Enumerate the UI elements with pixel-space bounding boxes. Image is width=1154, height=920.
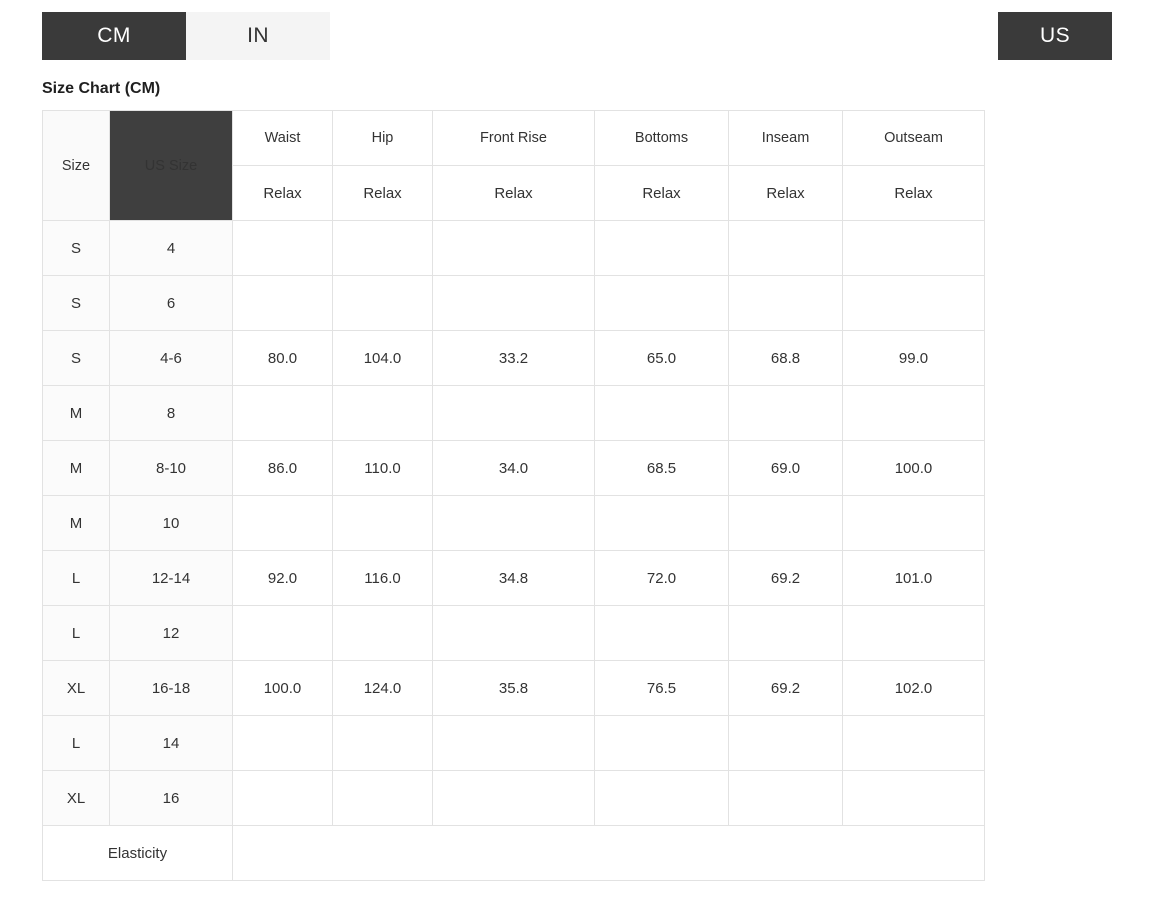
subheader-outseam-relax: Relax <box>843 166 985 221</box>
table-row <box>43 551 985 606</box>
table-body <box>43 221 985 881</box>
cell-hip: 124.0 <box>333 661 433 716</box>
cell-hip <box>333 716 433 771</box>
cell-waist: 80.0 <box>233 331 333 386</box>
header-bottoms: Bottoms <box>595 111 729 166</box>
subheader-waist-relax: Relax <box>233 166 333 221</box>
cell-waist <box>233 716 333 771</box>
cell-outseam <box>843 716 985 771</box>
table-row <box>43 771 985 826</box>
cell-bottoms: 72.0 <box>595 551 729 606</box>
cell-waist <box>233 771 333 826</box>
cell-us-size: 16 <box>110 771 233 826</box>
cell-size: M <box>43 386 110 441</box>
cell-size: XL <box>43 661 110 716</box>
cell-size: M <box>43 496 110 551</box>
cell-front-rise <box>433 771 595 826</box>
cell-hip <box>333 496 433 551</box>
cell-front-rise: 34.0 <box>433 441 595 496</box>
cell-size: S <box>43 221 110 276</box>
cell-hip <box>333 606 433 661</box>
cell-inseam: 69.2 <box>729 661 843 716</box>
header-us-size: US Size <box>110 111 233 221</box>
unit-and-region-toggle-row <box>42 12 1112 60</box>
header-inseam: Inseam <box>729 111 843 166</box>
cell-inseam <box>729 771 843 826</box>
cell-bottoms: 68.5 <box>595 441 729 496</box>
cell-hip: 104.0 <box>333 331 433 386</box>
cell-bottoms <box>595 496 729 551</box>
cell-size: M <box>43 441 110 496</box>
size-chart-table <box>42 110 985 881</box>
header-outseam: Outseam <box>843 111 985 166</box>
cell-bottoms <box>595 386 729 441</box>
cell-size: L <box>43 551 110 606</box>
cell-waist: 100.0 <box>233 661 333 716</box>
subheader-hip-relax: Relax <box>333 166 433 221</box>
cell-hip <box>333 771 433 826</box>
cell-waist: 92.0 <box>233 551 333 606</box>
cell-outseam: 100.0 <box>843 441 985 496</box>
cell-hip <box>333 276 433 331</box>
cell-bottoms <box>595 716 729 771</box>
cell-front-rise <box>433 606 595 661</box>
cell-waist <box>233 496 333 551</box>
table-row <box>43 331 985 386</box>
cell-waist: 86.0 <box>233 441 333 496</box>
cell-inseam <box>729 221 843 276</box>
cell-outseam: 99.0 <box>843 331 985 386</box>
cell-us-size: 16-18 <box>110 661 233 716</box>
cell-front-rise: 33.2 <box>433 331 595 386</box>
cell-front-rise: 34.8 <box>433 551 595 606</box>
cell-us-size: 8-10 <box>110 441 233 496</box>
cell-inseam <box>729 386 843 441</box>
cell-bottoms <box>595 221 729 276</box>
cell-front-rise <box>433 496 595 551</box>
page-title: Size Chart (CM) <box>42 80 161 97</box>
region-toggle-group <box>998 12 1112 60</box>
cell-waist <box>233 276 333 331</box>
header-size: Size <box>43 111 110 221</box>
cell-size: S <box>43 331 110 386</box>
table-header-row-main <box>43 111 985 166</box>
table-row <box>43 606 985 661</box>
cell-outseam <box>843 386 985 441</box>
region-tab-us[interactable]: US <box>998 12 1112 60</box>
cell-outseam <box>843 496 985 551</box>
header-hip: Hip <box>333 111 433 166</box>
cell-bottoms <box>595 771 729 826</box>
unit-tab-cm[interactable]: CM <box>42 12 186 60</box>
cell-front-rise: 35.8 <box>433 661 595 716</box>
cell-outseam <box>843 221 985 276</box>
cell-outseam: 101.0 <box>843 551 985 606</box>
cell-inseam <box>729 716 843 771</box>
cell-inseam <box>729 496 843 551</box>
cell-hip: 116.0 <box>333 551 433 606</box>
cell-bottoms: 65.0 <box>595 331 729 386</box>
cell-size: L <box>43 606 110 661</box>
header-front-rise: Front Rise <box>433 111 595 166</box>
cell-inseam: 69.0 <box>729 441 843 496</box>
cell-size: L <box>43 716 110 771</box>
cell-bottoms <box>595 276 729 331</box>
table-row <box>43 386 985 441</box>
table-row <box>43 716 985 771</box>
cell-inseam <box>729 276 843 331</box>
cell-front-rise <box>433 716 595 771</box>
unit-toggle-group <box>42 12 330 60</box>
cell-outseam <box>843 606 985 661</box>
table-head <box>43 111 985 221</box>
cell-us-size: 10 <box>110 496 233 551</box>
cell-front-rise <box>433 386 595 441</box>
cell-front-rise <box>433 276 595 331</box>
table-row <box>43 661 985 716</box>
cell-hip: 110.0 <box>333 441 433 496</box>
cell-bottoms: 76.5 <box>595 661 729 716</box>
cell-outseam <box>843 771 985 826</box>
table-row <box>43 221 985 276</box>
subheader-inseam-relax: Relax <box>729 166 843 221</box>
subheader-bottoms-relax: Relax <box>595 166 729 221</box>
elasticity-value <box>233 826 985 881</box>
table-row <box>43 276 985 331</box>
cell-size: S <box>43 276 110 331</box>
cell-us-size: 8 <box>110 386 233 441</box>
unit-tab-in[interactable]: IN <box>186 12 330 60</box>
subheader-front-rise-relax: Relax <box>433 166 595 221</box>
elasticity-label: Elasticity <box>43 826 233 881</box>
header-waist: Waist <box>233 111 333 166</box>
cell-us-size: 12 <box>110 606 233 661</box>
cell-us-size: 14 <box>110 716 233 771</box>
cell-front-rise <box>433 221 595 276</box>
table-row <box>43 441 985 496</box>
cell-us-size: 6 <box>110 276 233 331</box>
cell-outseam: 102.0 <box>843 661 985 716</box>
table-row <box>43 496 985 551</box>
cell-hip <box>333 221 433 276</box>
cell-inseam: 69.2 <box>729 551 843 606</box>
cell-waist <box>233 386 333 441</box>
cell-hip <box>333 386 433 441</box>
cell-inseam: 68.8 <box>729 331 843 386</box>
cell-bottoms <box>595 606 729 661</box>
cell-inseam <box>729 606 843 661</box>
cell-waist <box>233 606 333 661</box>
cell-us-size: 12-14 <box>110 551 233 606</box>
elasticity-row <box>43 826 985 881</box>
cell-size: XL <box>43 771 110 826</box>
cell-waist <box>233 221 333 276</box>
cell-us-size: 4-6 <box>110 331 233 386</box>
cell-outseam <box>843 276 985 331</box>
cell-us-size: 4 <box>110 221 233 276</box>
